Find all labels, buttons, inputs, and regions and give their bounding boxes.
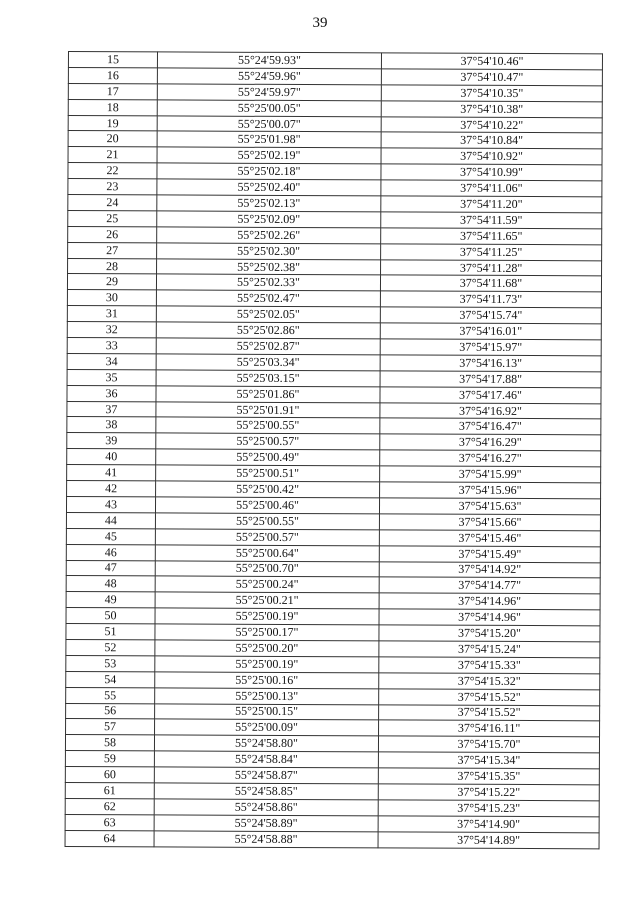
latitude-cell: 55°25'00.19" (155, 656, 379, 673)
point-number-cell: 52 (66, 639, 155, 655)
point-number-cell: 23 (68, 179, 157, 195)
coordinates-table-body (65, 52, 602, 849)
latitude-cell: 55°25'00.20" (155, 640, 379, 657)
point-number-cell: 43 (66, 496, 155, 512)
longitude-cell: 37°54'15.32" (379, 673, 600, 690)
longitude-cell: 37°54'11.73" (380, 291, 601, 308)
point-number-cell: 30 (67, 290, 156, 306)
point-number-cell: 45 (66, 528, 155, 544)
point-number-cell: 62 (65, 798, 154, 814)
longitude-cell: 37°54'14.96" (379, 593, 600, 610)
latitude-cell: 55°25'00.55" (155, 513, 379, 530)
point-number-cell: 49 (66, 592, 155, 608)
longitude-cell: 37°54'15.99" (380, 466, 601, 483)
longitude-cell: 37°54'15.66" (379, 514, 600, 531)
latitude-cell: 55°24'58.88" (154, 831, 378, 848)
latitude-cell: 55°25'00.17" (155, 624, 379, 641)
point-number-cell: 17 (68, 83, 157, 99)
longitude-cell: 37°54'17.46" (380, 387, 601, 404)
longitude-cell: 37°54'11.68" (380, 275, 601, 292)
longitude-cell: 37°54'11.20" (381, 196, 602, 213)
latitude-cell: 55°25'01.98" (157, 131, 381, 148)
latitude-cell: 55°24'58.89" (154, 815, 378, 832)
latitude-cell: 55°25'00.15" (155, 703, 379, 720)
latitude-cell: 55°25'00.42" (156, 481, 380, 498)
point-number-cell: 59 (65, 751, 154, 767)
latitude-cell: 55°25'02.09" (157, 211, 381, 228)
point-number-cell: 36 (67, 385, 156, 401)
point-number-cell: 32 (67, 322, 156, 338)
longitude-cell: 37°54'11.65" (381, 228, 602, 245)
longitude-cell: 37°54'11.06" (381, 180, 602, 197)
point-number-cell: 55 (66, 687, 155, 703)
longitude-cell: 37°54'15.23" (378, 800, 599, 817)
longitude-cell: 37°54'10.38" (381, 101, 602, 118)
longitude-cell: 37°54'15.35" (378, 768, 599, 785)
longitude-cell: 37°54'15.74" (380, 307, 601, 324)
point-number-cell: 29 (67, 274, 156, 290)
point-number-cell: 61 (65, 782, 154, 798)
longitude-cell: 37°54'16.92" (380, 402, 601, 419)
longitude-cell: 37°54'10.35" (381, 85, 602, 102)
latitude-cell: 55°25'02.30" (157, 243, 381, 260)
longitude-cell: 37°54'16.47" (380, 418, 601, 435)
point-number-cell: 38 (67, 417, 156, 433)
latitude-cell: 55°25'00.57" (156, 433, 380, 450)
longitude-cell: 37°54'10.84" (381, 132, 602, 149)
latitude-cell: 55°24'58.85" (154, 783, 378, 800)
longitude-cell: 37°54'15.24" (379, 641, 600, 658)
point-number-cell: 20 (68, 131, 157, 147)
latitude-cell: 55°24'58.80" (154, 735, 378, 752)
latitude-cell: 55°24'59.96" (157, 68, 381, 85)
latitude-cell: 55°25'02.86" (156, 322, 380, 339)
latitude-cell: 55°25'02.87" (156, 338, 380, 355)
longitude-cell: 37°54'15.34" (378, 752, 599, 769)
table-row (65, 830, 599, 848)
point-number-cell: 28 (68, 258, 157, 274)
longitude-cell: 37°54'15.96" (380, 482, 601, 499)
latitude-cell: 55°25'02.18" (157, 163, 381, 180)
longitude-cell: 37°54'15.52" (379, 688, 600, 705)
point-number-cell: 56 (66, 703, 155, 719)
longitude-cell: 37°54'11.28" (381, 259, 602, 276)
point-number-cell: 31 (67, 306, 156, 322)
longitude-cell: 37°54'15.33" (379, 657, 600, 674)
longitude-cell: 37°54'10.99" (381, 164, 602, 181)
point-number-cell: 47 (66, 560, 155, 576)
latitude-cell: 55°25'00.57" (155, 529, 379, 546)
point-number-cell: 57 (66, 719, 155, 735)
longitude-cell: 37°54'10.92" (381, 148, 602, 165)
point-number-cell: 39 (67, 433, 156, 449)
latitude-cell: 55°25'00.13" (155, 688, 379, 705)
longitude-cell: 37°54'14.77" (379, 577, 600, 594)
longitude-cell: 37°54'16.27" (380, 450, 601, 467)
longitude-cell: 37°54'10.47" (381, 69, 602, 86)
longitude-cell: 37°54'15.63" (379, 498, 600, 515)
latitude-cell: 55°24'58.86" (154, 799, 378, 816)
point-number-cell: 25 (68, 210, 157, 226)
point-number-cell: 22 (68, 163, 157, 179)
longitude-cell: 37°54'16.29" (380, 434, 601, 451)
point-number-cell: 54 (66, 671, 155, 687)
latitude-cell: 55°25'02.40" (157, 179, 381, 196)
longitude-cell: 37°54'15.46" (379, 530, 600, 547)
longitude-cell: 37°54'15.52" (379, 704, 600, 721)
point-number-cell: 53 (66, 655, 155, 671)
latitude-cell: 55°24'58.87" (154, 767, 378, 784)
point-number-cell: 34 (67, 353, 156, 369)
latitude-cell: 55°24'58.84" (154, 751, 378, 768)
latitude-cell: 55°25'02.13" (157, 195, 381, 212)
point-number-cell: 63 (65, 814, 154, 830)
point-number-cell: 27 (68, 242, 157, 258)
longitude-cell: 37°54'16.13" (380, 355, 601, 372)
point-number-cell: 16 (68, 67, 157, 83)
point-number-cell: 35 (67, 369, 156, 385)
point-number-cell: 46 (66, 544, 155, 560)
latitude-cell: 55°25'00.55" (156, 417, 380, 434)
point-number-cell: 60 (65, 767, 154, 783)
longitude-cell: 37°54'10.46" (381, 53, 602, 70)
longitude-cell: 37°54'14.90" (378, 816, 599, 833)
latitude-cell: 55°25'00.49" (156, 449, 380, 466)
point-number-cell: 41 (67, 465, 156, 481)
latitude-cell: 55°25'02.26" (157, 227, 381, 244)
latitude-cell: 55°25'02.33" (156, 274, 380, 291)
longitude-cell: 37°54'16.01" (380, 323, 601, 340)
longitude-cell: 37°54'15.49" (379, 545, 600, 562)
coordinates-table (65, 51, 603, 849)
longitude-cell: 37°54'11.25" (381, 244, 602, 261)
longitude-cell: 37°54'15.70" (378, 736, 599, 753)
latitude-cell: 55°25'00.24" (155, 576, 379, 593)
longitude-cell: 37°54'15.22" (378, 784, 599, 801)
longitude-cell: 37°54'14.92" (379, 561, 600, 578)
longitude-cell: 37°54'10.22" (381, 116, 602, 133)
point-number-cell: 37 (67, 401, 156, 417)
latitude-cell: 55°25'02.38" (157, 258, 381, 275)
longitude-cell: 37°54'15.97" (380, 339, 601, 356)
latitude-cell: 55°25'00.07" (157, 115, 381, 132)
point-number-cell: 44 (66, 512, 155, 528)
point-number-cell: 18 (68, 99, 157, 115)
point-number-cell: 48 (66, 576, 155, 592)
latitude-cell: 55°25'00.19" (155, 608, 379, 625)
point-number-cell: 24 (68, 195, 157, 211)
latitude-cell: 55°25'02.05" (156, 306, 380, 323)
longitude-cell: 37°54'15.20" (379, 625, 600, 642)
longitude-cell: 37°54'16.11" (379, 720, 600, 737)
point-number-cell: 26 (68, 226, 157, 242)
latitude-cell: 55°25'00.05" (157, 100, 381, 117)
latitude-cell: 55°25'03.34" (156, 354, 380, 371)
latitude-cell: 55°25'01.91" (156, 401, 380, 418)
latitude-cell: 55°25'01.86" (156, 386, 380, 403)
point-number-cell: 33 (67, 338, 156, 354)
point-number-cell: 40 (67, 449, 156, 465)
point-number-cell: 51 (66, 624, 155, 640)
latitude-cell: 55°25'00.46" (155, 497, 379, 514)
latitude-cell: 55°25'00.16" (155, 672, 379, 689)
latitude-cell: 55°25'02.47" (156, 290, 380, 307)
latitude-cell: 55°25'00.70" (155, 560, 379, 577)
longitude-cell: 37°54'17.88" (380, 371, 601, 388)
latitude-cell: 55°24'59.93" (157, 52, 381, 69)
point-number-cell: 21 (68, 147, 157, 163)
point-number-cell: 15 (68, 52, 157, 68)
latitude-cell: 55°25'02.19" (157, 147, 381, 164)
page-number: 39 (312, 15, 328, 31)
longitude-cell: 37°54'11.59" (381, 212, 602, 229)
latitude-cell: 55°25'00.09" (155, 719, 379, 736)
point-number-cell: 50 (66, 608, 155, 624)
latitude-cell: 55°25'00.64" (155, 544, 379, 561)
point-number-cell: 58 (65, 735, 154, 751)
longitude-cell: 37°54'14.96" (379, 609, 600, 626)
latitude-cell: 55°25'00.21" (155, 592, 379, 609)
point-number-cell: 64 (65, 830, 154, 846)
point-number-cell: 42 (67, 481, 156, 497)
latitude-cell: 55°25'03.15" (156, 370, 380, 387)
latitude-cell: 55°25'00.51" (156, 465, 380, 482)
longitude-cell: 37°54'14.89" (378, 832, 599, 849)
latitude-cell: 55°24'59.97" (157, 84, 381, 101)
point-number-cell: 19 (68, 115, 157, 131)
